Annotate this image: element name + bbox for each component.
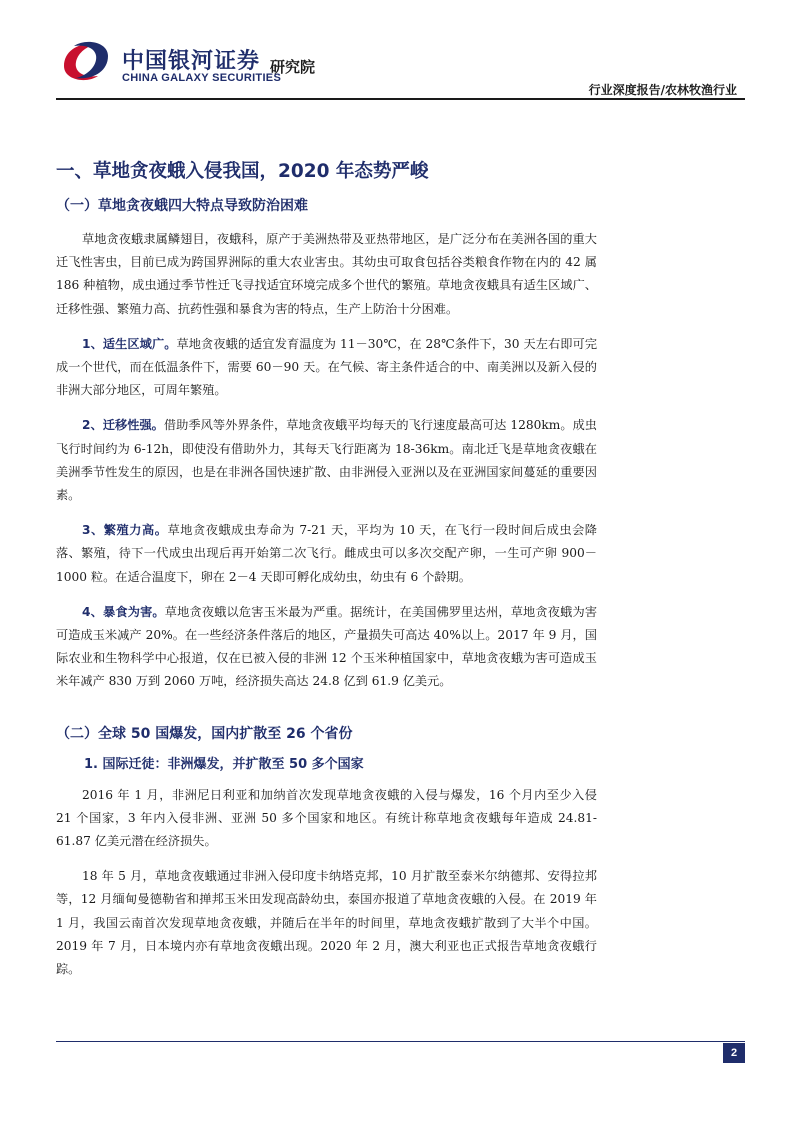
report-type-label: 行业深度报告/农林牧渔行业 <box>588 83 737 97</box>
main-content <box>56 160 597 993</box>
subsection-title-1: （一）草地贪夜蛾四大特点导致防治困难 <box>56 198 308 214</box>
point-paragraph <box>56 414 597 507</box>
point-paragraph <box>56 519 597 589</box>
galaxy-logo-icon <box>58 38 114 84</box>
page-number: 2 <box>723 1043 745 1063</box>
page-header <box>0 0 793 100</box>
point-text: 借助季风等外界条件，草地贪夜蛾平均每天的飞行速度最高可达 1280km。成虫飞行时间约为 6-12h，即使没有借助外力，其每天飞行距离为 18-36km。南北迁飞是草地贪夜蛾在美洲季节性发生的原因，也是在非洲各国快速扩散、由非洲侵入亚洲以及在亚洲国家间蔓延的重要因素。 <box>56 418 597 503</box>
point-text: 草地贪夜蛾的适宜发育温度为 11－30℃，在 28℃条件下，30 天左右即可完成一个世代，而在低温条件下，需要 60－90 天。在气候、寄主条件适合的中、南美洲以及新入侵的非洲大部分地区，可周年繁殖。 <box>56 336 598 398</box>
point-text: 草地贪夜蛾成虫寿命为 7-21 天，平均为 10 天，在飞行一段时间后成虫会降落、繁殖，待下一代成虫出现后再开始第二次飞行。雌成虫可以多次交配产卵，一生可产卵 900－1000 粒。在适合温度下，卵在 2－4 天即可孵化成幼虫，幼虫有 6 个龄期。 <box>56 523 597 584</box>
body-paragraph: 2016 年 1 月，非洲尼日利亚和加纳首次发现草地贪夜蛾的入侵与爆发，16 个月内至少入侵 21 个国家，3 年内入侵非洲、亚洲 50 多个国家和地区。有统计称草地贪夜蛾每年造成 24.81-61.87 亿美元潜在经济损失。 <box>56 787 597 849</box>
point-lead: 2、迁移性强。 <box>82 418 164 433</box>
body-paragraph: 18 年 5 月，草地贪夜蛾通过非洲入侵印度卡纳塔克邦，10 月扩散至泰米尔纳德邦、安得拉邦等，12 月缅甸曼德勒省和掸邦玉米田发现高龄幼虫，泰国亦报道了草地贪夜蛾的入侵。在 2019 年 1 月，我国云南首次发现草地贪夜蛾，并随后在半年的时间里，草地贪夜蛾扩散到了大半个中国。2019 年 7 月，日本境内亦有草地贪夜蛾出现。2020 年 2 月，澳大利亚也正式报告草地贪夜蛾行踪。 <box>56 869 597 977</box>
point-lead: 4、暴食为害。 <box>82 604 165 619</box>
header-divider <box>56 98 745 100</box>
subsection-title-2: （二）全球 50 国爆发，国内扩散至 26 个省份 <box>56 725 353 742</box>
footer-divider <box>56 1041 745 1042</box>
section-title: 一、草地贪夜蛾入侵我国，2020 年态势严峻 <box>56 161 429 182</box>
point-lead: 3、繁殖力高。 <box>82 523 168 538</box>
point-paragraph <box>56 601 597 694</box>
point-lead: 1、适生区域广。 <box>82 336 177 351</box>
brand-name-cn: 中国银河证券 <box>122 49 261 74</box>
brand-institute: 研究院 <box>270 58 316 76</box>
intro-paragraph: 草地贪夜蛾隶属鳞翅目，夜蛾科，原产于美洲热带及亚热带地区，是广泛分布在美洲各国的重大迁飞性害虫，目前已成为跨国界洲际的重大农业害虫。其幼虫可取食包括谷类粮食作物在内的 42 属 186 种植物，成虫通过季节性迁飞寻找适宜环境完成多个世代的繁殖。草地贪夜蛾具有适生区域广、迁移性强、繁殖力高、抗药性强和暴食为害的特点，生产上防治十分困难。 <box>56 232 597 316</box>
item-title: 1. 国际迁徒：非洲爆发，并扩散至 50 多个国家 <box>84 756 364 772</box>
point-paragraph <box>56 333 597 403</box>
brand-name-en: CHINA GALAXY SECURITIES <box>122 72 282 84</box>
point-text: 草地贪夜蛾以危害玉米最为严重。据统计，在美国佛罗里达州，草地贪夜蛾为害可造成玉米减产 20%。在一些经济条件落后的地区，产量损失可高达 40%以上。2017 年 9 月，国际农业和生物科学中心报道，仅在已被入侵的非洲 12 个玉米种植国家中，草地贪夜蛾为害可造成玉米年减产 830 万到 2060 万吨，经济损失高达 24.8 亿到 61.9 亿美元。 <box>56 604 598 689</box>
spacer <box>56 706 597 724</box>
